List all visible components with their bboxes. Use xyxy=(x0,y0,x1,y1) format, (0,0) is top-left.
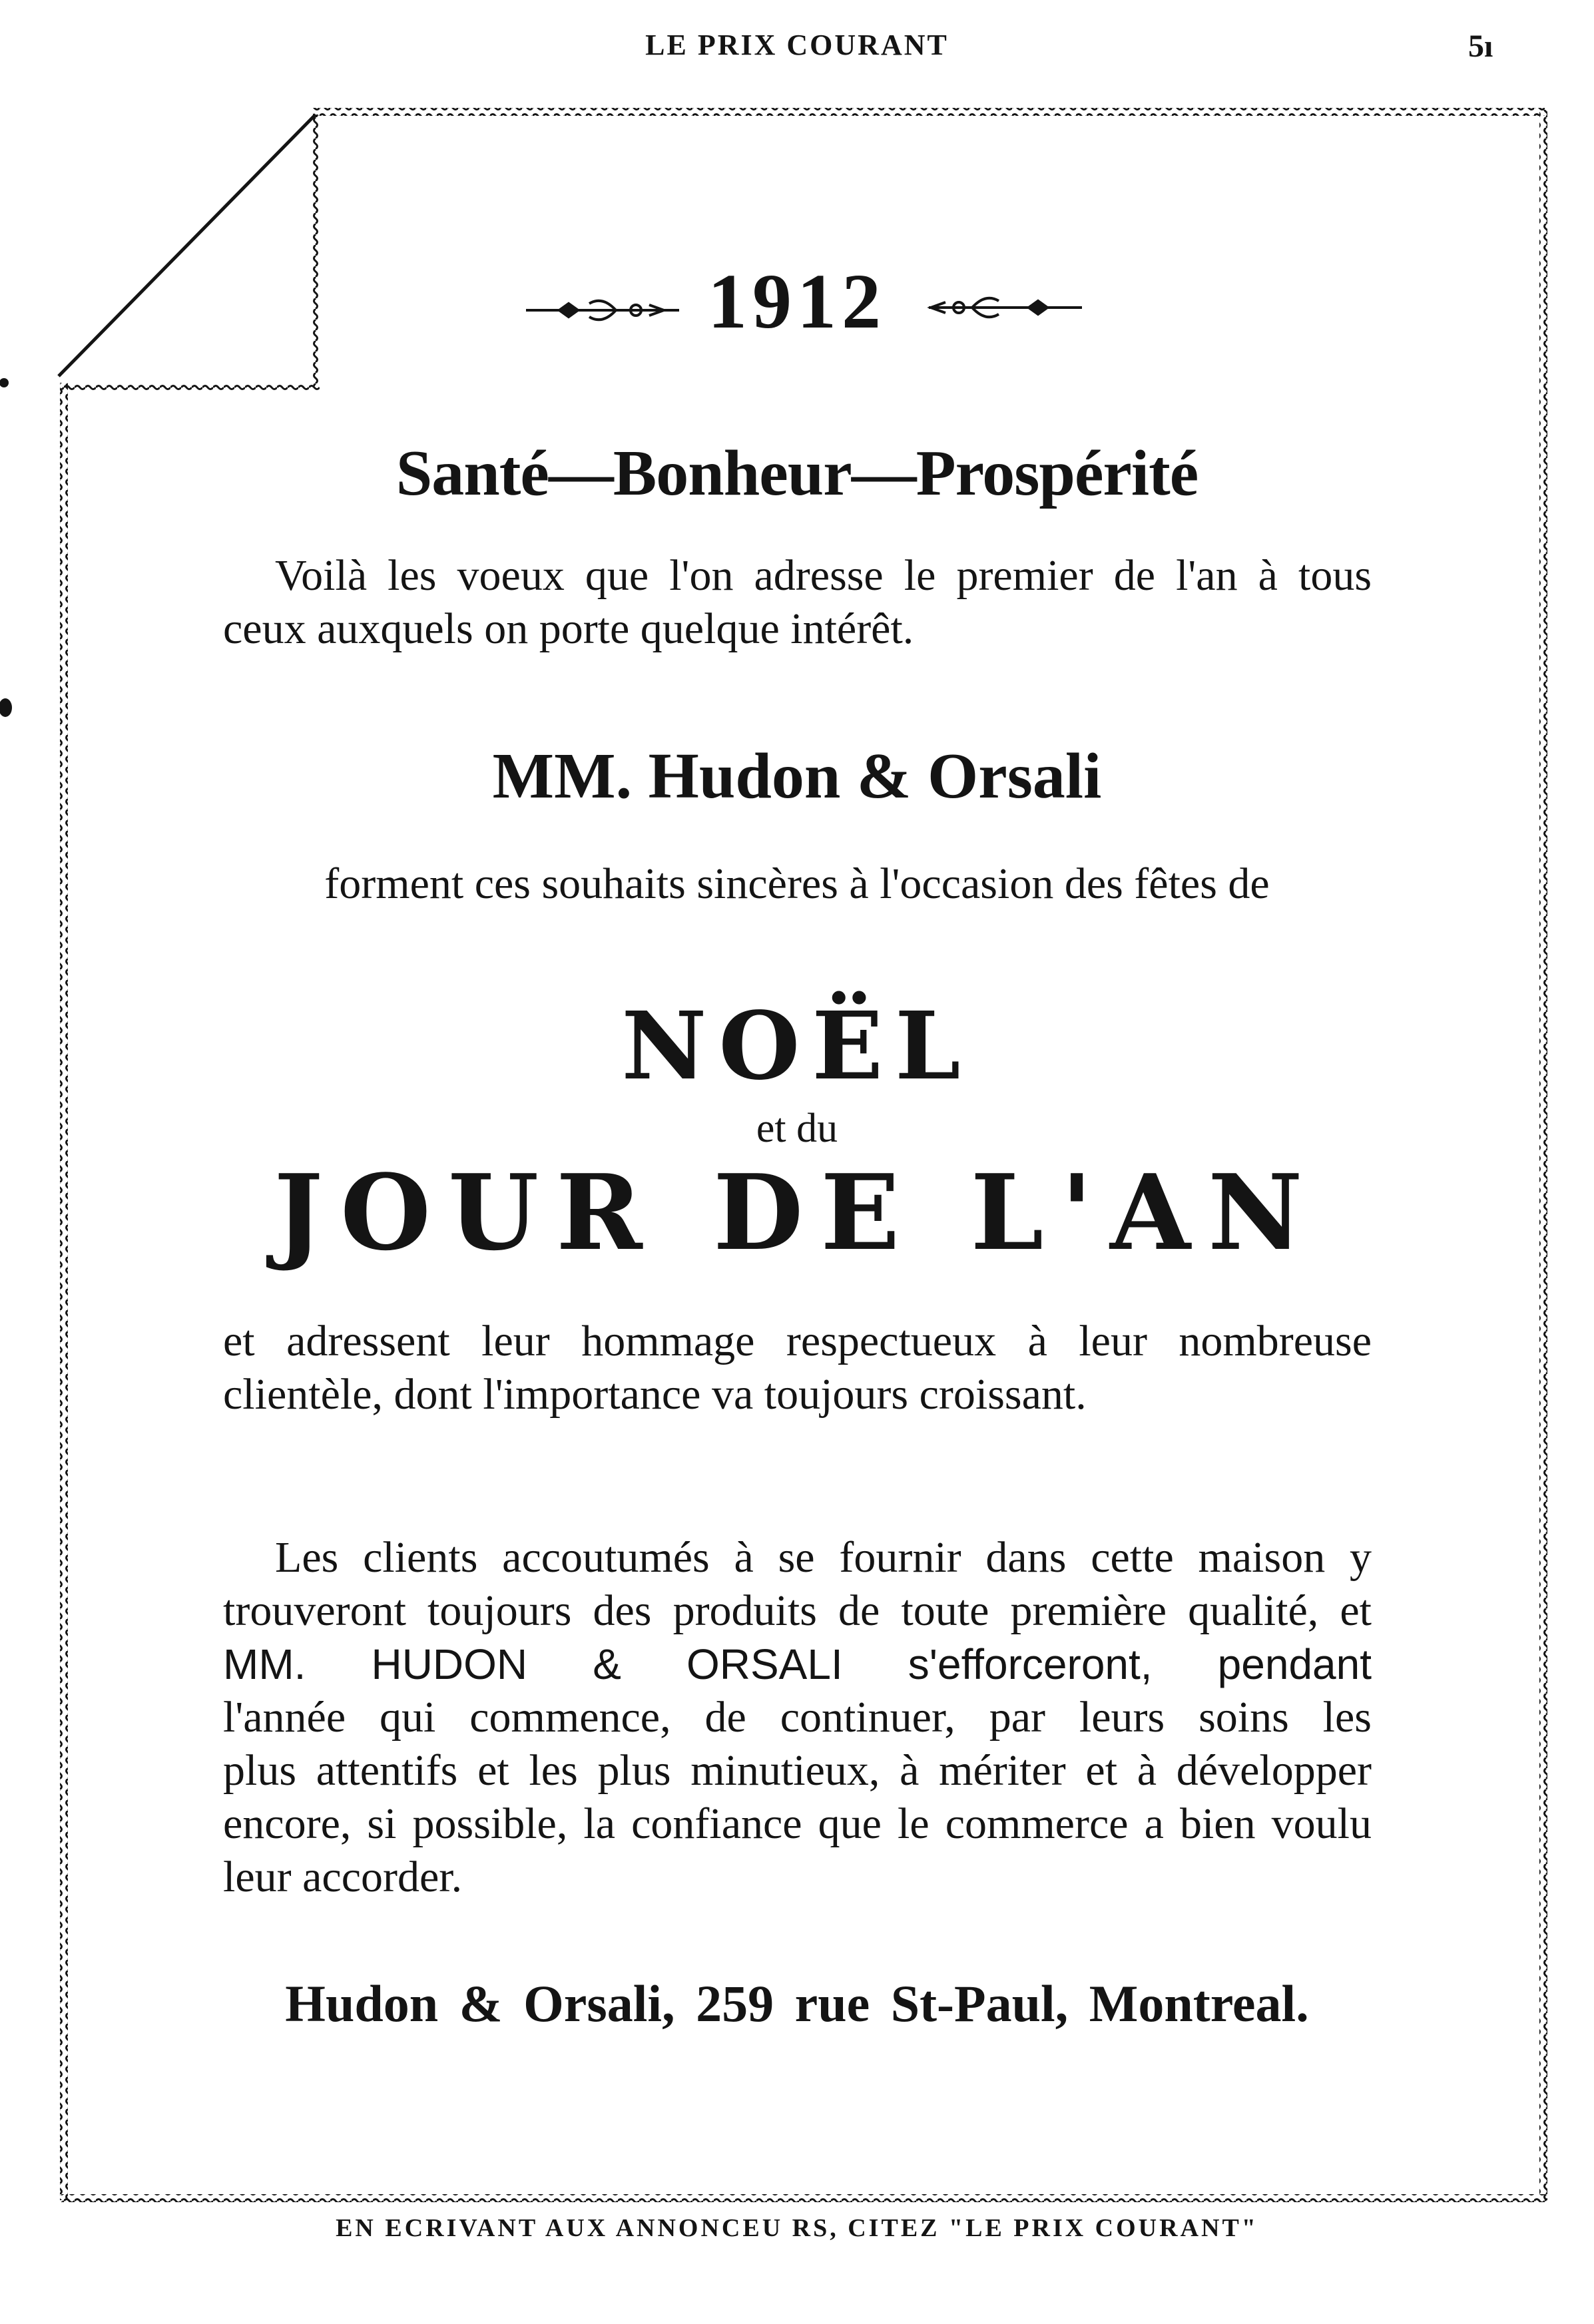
signature-address: Hudon & Orsali, 259 rue St-Paul, Montreal. xyxy=(285,1975,1309,2032)
intro-line-2: ceux auxquels on porte quelque intérêt. xyxy=(223,604,914,653)
footer-notice: EN ECRIVANT AUX ANNONCEU RS, CITEZ "LE PRIX COURANT" xyxy=(336,2214,1258,2242)
frame-left-border xyxy=(60,383,68,2200)
intro-paragraph xyxy=(223,549,1372,656)
hommage-line-2: clientèle, dont l'importance va toujours croissant. xyxy=(223,1370,1087,1419)
jour-de-lan-heading: JOUR DE L'AN xyxy=(274,1152,1320,1274)
wishes-headline: Santé—Bonheur—Prospérité xyxy=(396,437,1198,509)
frame-bottom-border xyxy=(61,2194,1547,2202)
binding-mark-top xyxy=(0,378,9,387)
hommage-line-1: et adressent leur hommage respectueux à leur nombreuse xyxy=(223,1317,1372,1365)
et-du-text: et du xyxy=(756,1106,838,1151)
clients-paragraph xyxy=(223,1531,1372,1904)
running-title: LE PRIX COURANT xyxy=(645,29,949,61)
occasion-line: forment ces souhaits sincères à l'occasion des fêtes de xyxy=(324,859,1270,908)
clients-line: l'année qui commence, de continuer, par leurs soins les xyxy=(223,1693,1372,1742)
clients-line: leur accorder. xyxy=(223,1853,463,1901)
clients-line: trouveront toujours des produits de toute première qualité, et xyxy=(223,1586,1372,1635)
firm-heading: MM. Hudon & Orsali xyxy=(492,740,1102,812)
page-number: 5ı xyxy=(1468,29,1493,64)
clients-line: plus attentifs et les plus minutieux, à mériter et à développer xyxy=(223,1746,1372,1795)
hommage-paragraph xyxy=(223,1315,1372,1421)
binding-mark-bottom xyxy=(0,698,12,717)
clients-line: MM. HUDON & ORSALI s'efforceront, pendant xyxy=(223,1640,1372,1688)
year-heading: 1912 xyxy=(708,258,886,345)
clients-line: Les clients accoutumés à se fournir dans cette maison y xyxy=(275,1533,1372,1582)
frame-top-border xyxy=(313,108,1545,116)
noel-heading: NOËL xyxy=(621,992,973,1101)
fold-inner-horizontal xyxy=(61,383,320,391)
clients-line: encore, si possible, la confiance que le commerce a bien voulu xyxy=(223,1799,1372,1848)
intro-line-1: Voilà les voeux que l'on adresse le premier de l'an à tous xyxy=(275,551,1372,600)
